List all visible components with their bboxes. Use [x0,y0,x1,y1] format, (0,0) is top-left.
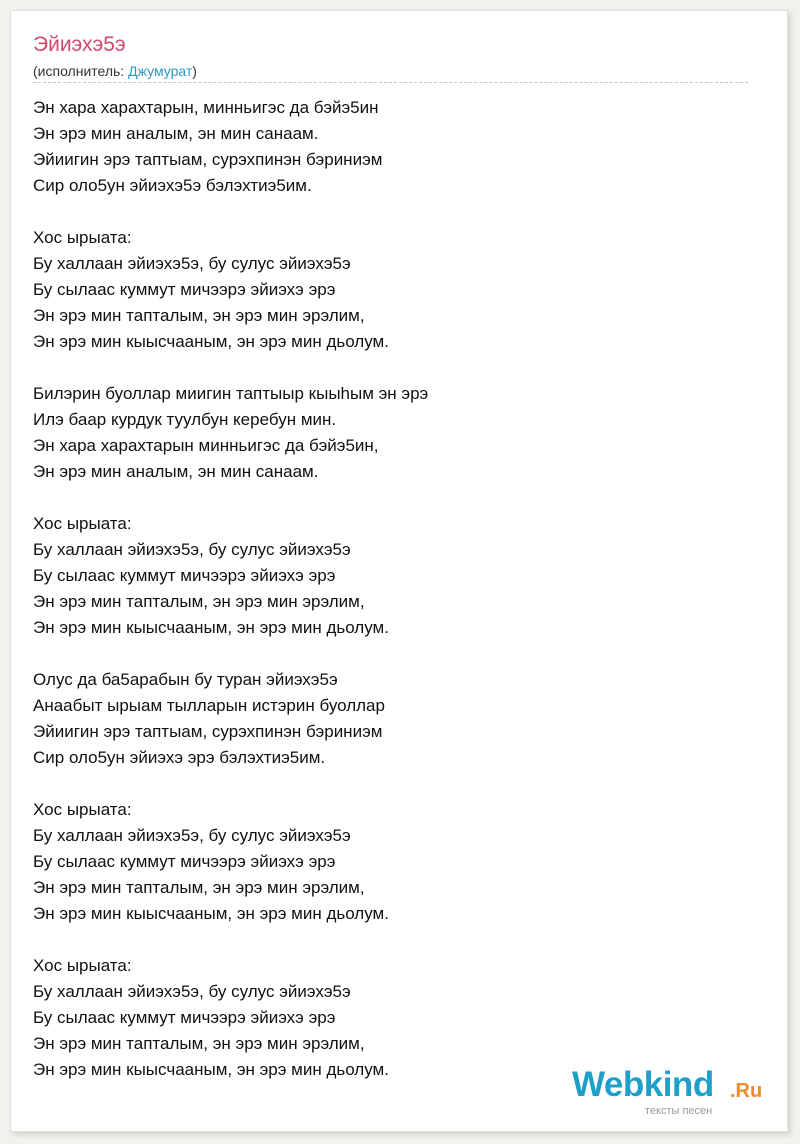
title-divider [33,82,748,83]
stanza-gap [33,771,753,797]
stanza-gap [33,485,753,511]
lyric-line: Эн эрэ мин тапталым, эн эрэ мин эрэлим, [33,306,365,325]
stanza [33,511,753,641]
lyric-line: Эн хара харахтарын минньигэс да бэйэ5ин, [33,436,379,455]
lyric-line: Эн эрэ мин кыысчааным, эн эрэ мин дьолум. [33,904,389,923]
lyric-line: Эн эрэ мин кыысчааным, эн эрэ мин дьолум. [33,332,389,351]
lyric-line: Бу сылаас куммут мичээрэ эйиэхэ эрэ [33,852,336,871]
webkind-logo [572,1065,772,1119]
lyric-line: Эйиигин эрэ таптыам, сурэхпинэн бэриниэм [33,722,383,741]
stanza [33,225,753,355]
lyric-line: Эн эрэ мин кыысчааным, эн эрэ мин дьолум. [33,618,389,637]
artist-credit [33,63,197,79]
logo-brand: Webkind [572,1065,714,1104]
lyric-line: Бу халлаан эйиэхэ5э, бу сулус эйиэхэ5э [33,540,351,559]
lyric-line: Хос ырыата: [33,228,132,247]
lyric-line: Хос ырыата: [33,956,132,975]
logo-tld: .Ru [730,1080,763,1102]
lyric-line: Бу халлаан эйиэхэ5э, бу сулус эйиэхэ5э [33,982,351,1001]
lyric-line: Бу халлаан эйиэхэ5э, бу сулус эйиэхэ5э [33,826,351,845]
logo-tagline: тексты песен [645,1105,713,1117]
artist-link[interactable]: Джумурат [128,63,193,79]
lyric-line: Эн эрэ мин тапталым, эн эрэ мин эрэлим, [33,592,365,611]
stanza [33,95,753,199]
lyric-line: Бу халлаан эйиэхэ5э, бу сулус эйиэхэ5э [33,254,351,273]
stanza-gap [33,355,753,381]
lyric-line: Сир оло5ун эйиэхэ эрэ бэлэхтиэ5им. [33,748,326,767]
lyric-line: Эйиигин эрэ таптыам, сурэхпинэн бэриниэм [33,150,383,169]
lyric-line: Билэрин буоллар миигин таптыыр кыыһым эн эрэ [33,384,429,403]
lyric-line: Эн эрэ мин кыысчааным, эн эрэ мин дьолум. [33,1060,389,1079]
lyric-line: Анаабыт ырыам тылларын истэрин буоллар [33,696,385,715]
song-title: Эйиэхэ5э [33,33,126,56]
stanza [33,953,753,1083]
stanza-gap [33,641,753,667]
lyric-line: Илэ баар курдук туулбун керебун мин. [33,410,337,429]
lyric-line: Эн эрэ мин тапталым, эн эрэ мин эрэлим, [33,878,365,897]
lyric-line: Бу сылаас куммут мичээрэ эйиэхэ эрэ [33,566,336,585]
lyric-line: Эн эрэ мин аналым, эн мин санаам. [33,124,319,143]
lyric-line: Эн эрэ мин тапталым, эн эрэ мин эрэлим, [33,1034,365,1053]
stanza-gap [33,199,753,225]
stanza [33,797,753,927]
stanza-gap [33,927,753,953]
stanza [33,381,753,485]
lyric-line: Бу сылаас куммут мичээрэ эйиэхэ эрэ [33,1008,336,1027]
artist-suffix: ) [192,63,197,79]
lyric-line: Сир оло5ун эйиэхэ5э бэлэхтиэ5им. [33,176,312,195]
lyric-line: Олус да ба5арабын бу туран эйиэхэ5э [33,670,338,689]
lyric-line: Бу сылаас куммут мичээрэ эйиэхэ эрэ [33,280,336,299]
lyric-line: Хос ырыата: [33,514,132,533]
artist-prefix: (исполнитель: [33,63,129,79]
lyric-line: Эн эрэ мин аналым, эн мин санаам. [33,462,319,481]
stanza [33,667,753,771]
lyric-line: Хос ырыата: [33,800,132,819]
lyrics-body [33,95,753,1083]
lyric-line: Эн хара харахтарын, минньигэс да бэйэ5ин [33,98,379,117]
